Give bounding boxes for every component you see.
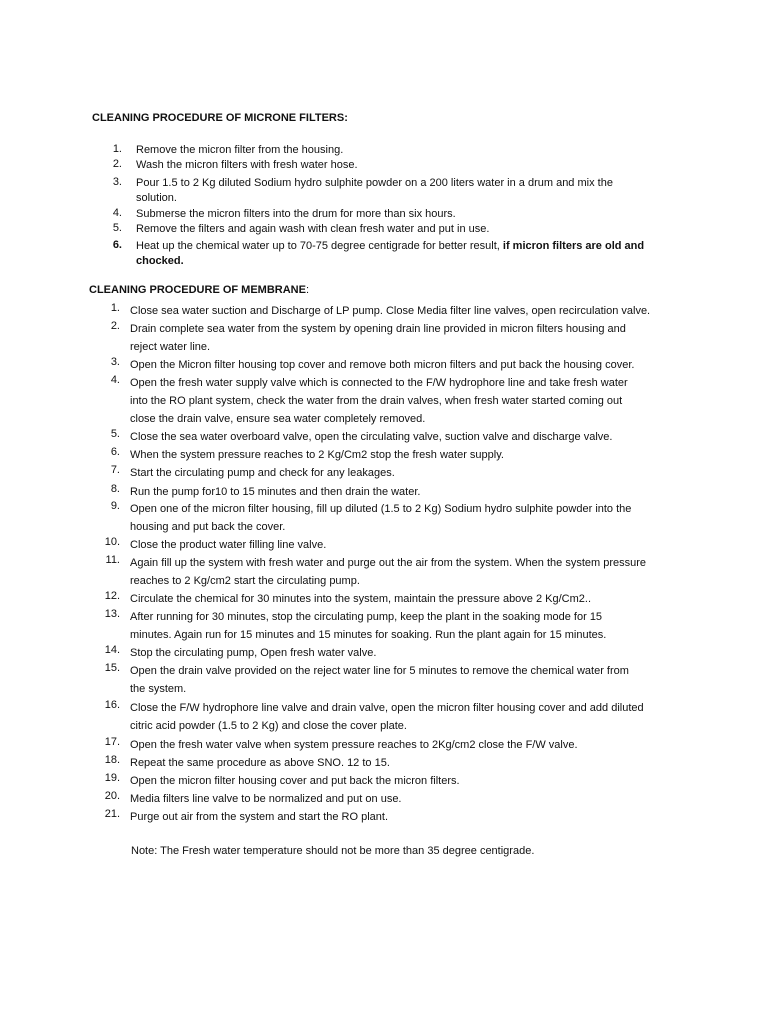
list-item-line: housing and put back the cover. (130, 521, 286, 533)
list-item-text (130, 772, 460, 790)
list-item-text (136, 176, 613, 206)
list-item-text (130, 536, 326, 554)
list-item-line (136, 239, 644, 254)
list-item-text (136, 207, 456, 222)
list-item-line: Close sea water suction and Discharge of LP pump. Close Media filter line valves, open recirculation valve. (130, 305, 651, 317)
list-item-number: 2. (112, 158, 122, 170)
list-item-bold: chocked. (136, 255, 184, 267)
list-item-text (130, 790, 402, 808)
list-item-line: Open the fresh water supply valve which is connected to the F/W hydrophore line and take fresh water (130, 377, 628, 389)
list-item-number: 7. (110, 464, 120, 476)
list-item-line: minutes. Again run for 15 minutes and 15 minutes for soaking. Run the plant again for 15 minutes. (130, 629, 607, 641)
list-item-text (136, 143, 343, 158)
list-item-number: 13. (104, 608, 120, 620)
list-item-text (136, 222, 489, 237)
list-item-number: 2. (110, 320, 120, 332)
list-item-line: Remove the filters and again wash with clean fresh water and put in use. (136, 223, 490, 235)
section2-heading-text: CLEANING PROCEDURE OF MEMBRANE (89, 284, 306, 296)
list-item-text (130, 356, 634, 374)
list-item-line: Open the drain valve provided on the reject water line for 5 minutes to remove the chemical water from (130, 665, 629, 677)
list-item-line: reaches to 2 Kg/cm2 start the circulating pump. (130, 575, 360, 587)
list-item-number: 3. (110, 356, 120, 368)
list-item-number: 5. (110, 428, 120, 440)
list-item-text (130, 808, 388, 826)
list-item-number: 15. (104, 662, 120, 674)
list-item-line: Repeat the same procedure as above SNO. 12 to 15. (130, 757, 390, 769)
list-item-text (130, 428, 612, 446)
section2-heading (89, 284, 309, 297)
list-item-line: After running for 30 minutes, stop the circulating pump, keep the plant in the soaking mode for 15 (130, 611, 603, 623)
list-item-number: 4. (110, 374, 120, 386)
list-item-line: Submerse the micron filters into the drum for more than six hours. (136, 208, 456, 220)
list-item-text (130, 302, 650, 320)
list-item-number: 1. (112, 143, 122, 155)
list-item-text (130, 374, 628, 428)
list-item-line: Drain complete sea water from the system by opening drain line provided in micron filters housing and (130, 323, 626, 335)
list-item-line: When the system pressure reaches to 2 Kg/Cm2 stop the fresh water supply. (130, 449, 504, 461)
list-item-number: 6. (110, 446, 120, 458)
list-item-line: Run the pump for10 to 15 minutes and then drain the water. (130, 486, 421, 498)
list-item-number: 1. (110, 302, 120, 314)
section2-heading-colon: : (305, 284, 310, 296)
list-item-text (130, 754, 390, 772)
list-item-number: 11. (105, 554, 120, 566)
list-item-line: Open the fresh water valve when system pressure reaches to 2Kg/cm2 close the F/W valve. (130, 739, 578, 751)
list-item-text (130, 320, 626, 356)
list-item-line: Stop the circulating pump, Open fresh water valve. (130, 647, 377, 659)
list-item-line: Start the circulating pump and check for any leakages. (130, 467, 395, 479)
list-item-plain: Heat up the chemical water up to 70-75 degree centigrade for better result, (136, 240, 503, 252)
list-item-number: 12. (104, 590, 120, 602)
list-item-number: 4. (112, 207, 122, 219)
list-item-line: Open one of the micron filter housing, fill up diluted (1.5 to 2 Kg) Sodium hydro sulphite powder into the (130, 503, 632, 515)
list-item-line: Wash the micron filters with fresh water hose. (136, 159, 358, 171)
list-item-text (130, 662, 629, 698)
list-item-text (136, 239, 644, 269)
list-item-line: Pour 1.5 to 2 Kg diluted Sodium hydro sulphite powder on a 200 liters water in a drum and mix the (136, 177, 613, 189)
list-item-text (130, 483, 420, 501)
list-item-line: Close the product water filling line valve. (130, 539, 327, 551)
list-item-number: 20. (104, 790, 120, 802)
list-item-line (136, 254, 644, 269)
list-item-number: 18. (104, 754, 120, 766)
list-item-line: citric acid powder (1.5 to 2 Kg) and close the cover plate. (130, 720, 407, 732)
list-item-number: 16. (104, 699, 120, 711)
list-item-text (130, 644, 376, 662)
list-item-line: solution. (136, 192, 177, 204)
list-item-number: 14. (104, 644, 120, 656)
list-item-line: Close the sea water overboard valve, open the circulating valve, suction valve and discharge valve. (130, 431, 613, 443)
list-item-line: close the drain valve, ensure sea water completely removed. (130, 413, 426, 425)
list-item-line: Purge out air from the system and start the RO plant. (130, 811, 389, 823)
list-item-number: 6. (112, 239, 122, 251)
list-item-text (130, 500, 631, 536)
list-item-line: the system. (130, 683, 187, 695)
list-item-number: 19. (104, 772, 120, 784)
list-item-number: 10. (104, 536, 120, 548)
section1-heading: CLEANING PROCEDURE OF MICRONE FILTERS: (92, 112, 348, 124)
list-item-number: 21. (104, 808, 120, 820)
list-item-line: reject water line. (130, 341, 211, 353)
list-item-text (130, 464, 395, 482)
list-item-line: Open the micron filter housing cover and put back the micron filters. (130, 775, 460, 787)
list-item-text (130, 736, 578, 754)
note-text: Note: The Fresh water temperature should not be more than 35 degree centigrade. (131, 845, 535, 857)
list-item-line: into the RO plant system, check the water from the drain valves, when fresh water started coming out (130, 395, 623, 407)
list-item-text (136, 158, 358, 173)
list-item-number: 5. (112, 222, 122, 234)
list-item-text (130, 608, 606, 644)
list-item-number: 3. (112, 176, 122, 188)
list-item-line: Media filters line valve to be normalized and put on use. (130, 793, 402, 805)
list-item-line: Close the F/W hydrophore line valve and drain valve, open the micron filter housing cover and add diluted (130, 702, 644, 714)
list-item-line: Again fill up the system with fresh water and purge out the air from the system. When the system pressure (130, 557, 647, 569)
list-item-line: Remove the micron filter from the housing. (136, 144, 344, 156)
list-item-text (130, 554, 646, 590)
list-item-number: 8. (110, 483, 120, 495)
list-item-number: 9. (110, 500, 120, 512)
list-item-line: Circulate the chemical for 30 minutes into the system, maintain the pressure above 2 Kg/Cm2.. (130, 593, 591, 605)
list-item-line: Open the Micron filter housing top cover and remove both micron filters and put back the housing cover. (130, 359, 635, 371)
list-item-number: 17. (104, 736, 120, 748)
list-item-text (130, 446, 504, 464)
list-item-bold: if micron filters are old and (502, 240, 645, 252)
list-item-text (130, 699, 644, 735)
list-item-text (130, 590, 591, 608)
